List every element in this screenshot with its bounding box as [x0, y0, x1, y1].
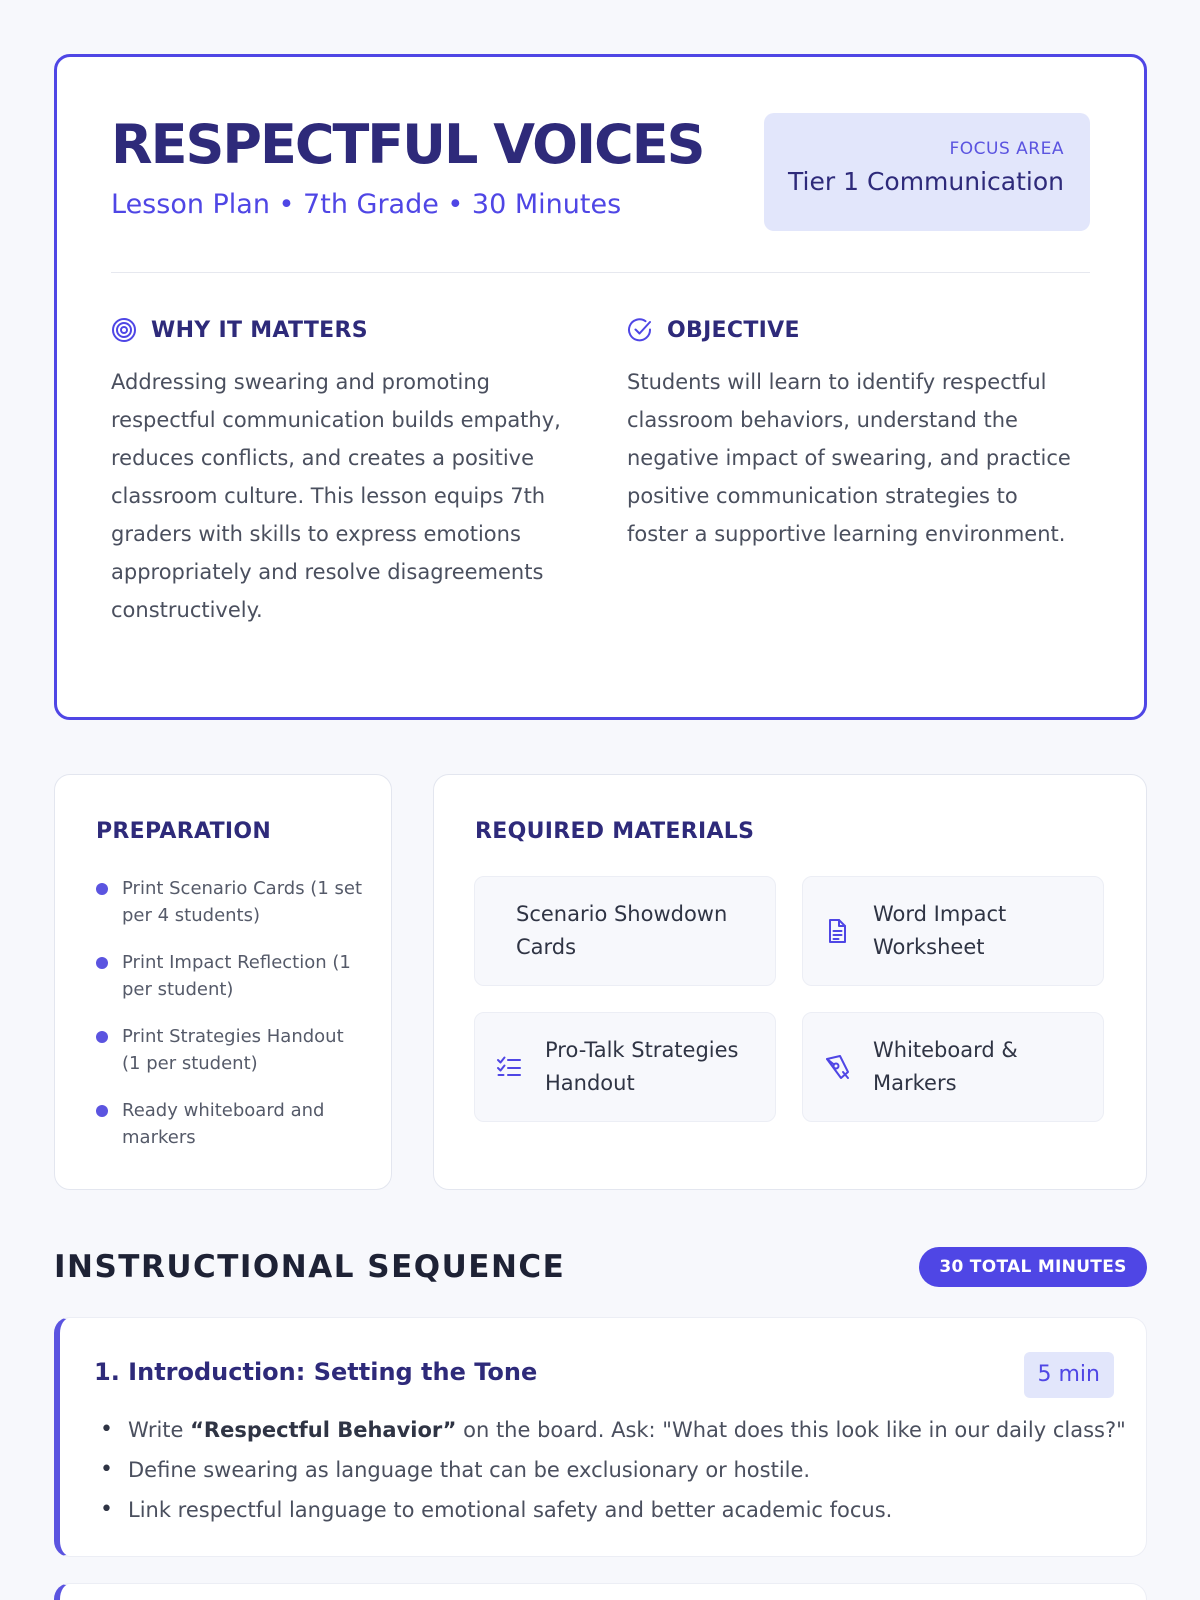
list-item: [100, 1490, 1110, 1530]
materials-title: REQUIRED MATERIALS: [475, 819, 755, 844]
pen-icon: [823, 1053, 851, 1081]
preparation-item-text: Ready whiteboard and markers: [122, 1100, 325, 1148]
material-pro-talk-handout: [474, 1012, 776, 1122]
objective-text: Students will learn to identify respectful classroom behaviors, understand the negative impact of swearing, and practice positive communication strategies to foster a supportive learning environment.: [627, 370, 1071, 546]
focus-area-badge: [764, 113, 1090, 231]
list-item: [100, 1410, 1126, 1450]
step-duration-badge: 5 min: [1024, 1352, 1114, 1398]
material-label: Pro-Talk Strategies Handout: [545, 1038, 739, 1095]
material-word-impact-worksheet: [802, 876, 1104, 986]
bullet-dot: [96, 883, 108, 895]
preparation-item-text: Print Strategies Handout (1 per student): [122, 1026, 344, 1074]
bullet-text: on the board. Ask: "What does this look like in our daily class?": [456, 1418, 1126, 1442]
page-title: RESPECTFUL VOICES: [111, 113, 704, 176]
materials-card: [433, 774, 1147, 1190]
focus-area-label: FOCUS AREA: [949, 139, 1064, 159]
header-divider: [111, 272, 1090, 273]
bullet-text: • Link respectful language to emotional safety and better academic focus.: [128, 1498, 893, 1522]
bullet-text: Write: [128, 1418, 191, 1442]
bullet-dot: [96, 1105, 108, 1117]
objective-title: OBJECTIVE: [667, 317, 800, 343]
list-item: [96, 949, 366, 1003]
list-item: [96, 1097, 366, 1151]
preparation-item-text: Print Scenario Cards (1 set per 4 students): [122, 878, 363, 926]
focus-area-value: Tier 1 Communication: [788, 167, 1064, 196]
list-item: [96, 1023, 366, 1077]
preparation-title: PREPARATION: [96, 819, 272, 844]
total-minutes-badge: 30 TOTAL MINUTES: [919, 1247, 1147, 1287]
list-item: [100, 1450, 1110, 1490]
document-icon: [823, 917, 851, 945]
bullet-text: • Define swearing as language that can be exclusionary or hostile.: [128, 1458, 811, 1482]
step-title: 1. Introduction: Setting the Tone: [94, 1358, 538, 1386]
check-circle-icon: [627, 317, 653, 343]
why-it-matters-title: WHY IT MATTERS: [151, 317, 368, 343]
list-item: [96, 875, 366, 929]
checklist-icon: [495, 1053, 523, 1081]
lesson-header-card: [54, 54, 1147, 720]
material-label: Whiteboard & Markers: [873, 1038, 1018, 1095]
bullet-dot: [96, 957, 108, 969]
objective-section: [627, 315, 1077, 553]
target-icon: [111, 317, 137, 343]
material-label: Scenario Showdown Cards: [516, 902, 728, 959]
why-it-matters-text: Addressing swearing and promoting respectful communication builds empathy, reduces conflicts, and creates a positive classroom culture. This lesson equips 7th graders with skills to express emotions appropriately and resolve disagreements constructively.: [111, 370, 561, 622]
sequence-step-introduction: [54, 1317, 1147, 1557]
preparation-list: [96, 875, 366, 1171]
bullet-emphasis: “Respectful Behavior”: [190, 1418, 457, 1442]
material-label: Word Impact Worksheet: [873, 902, 1007, 959]
sequence-step-next: [54, 1583, 1147, 1600]
preparation-item-text: Print Impact Reflection (1 per student): [122, 952, 351, 1000]
material-whiteboard-markers: [802, 1012, 1104, 1122]
step-bullets: [100, 1410, 1126, 1530]
why-it-matters-section: [111, 315, 561, 629]
page-subtitle: Lesson Plan • 7th Grade • 30 Minutes: [111, 189, 622, 220]
bullet-dot: [96, 1031, 108, 1043]
preparation-card: [54, 774, 392, 1190]
material-scenario-cards: [474, 876, 776, 986]
sequence-title: INSTRUCTIONAL SEQUENCE: [54, 1249, 566, 1285]
